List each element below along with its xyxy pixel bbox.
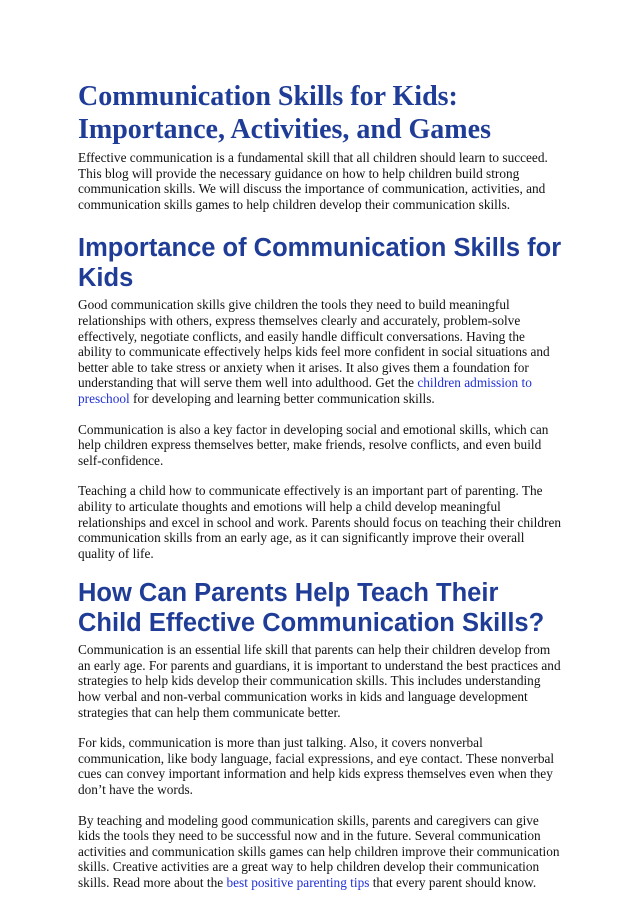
section-heading-importance: Importance of Communication Skills for Kids	[78, 234, 562, 293]
parents-paragraph-2: For kids, communication is more than just talking. Also, it covers nonverbal communication, like body language, facial expressions, and eye contact. These nonverbal cues can convey important information and help kids express themselves even when they don’t have the words.	[78, 735, 555, 798]
parenting-tips-link[interactable]: best positive parenting tips	[226, 875, 370, 890]
page-title: Communication Skills for Kids: Importance, Activities, and Games	[78, 81, 491, 145]
paragraph-text: Good communication skills give children the tools they need to build meaningful relationships with others, express themselves clearly and accurately, problem-solve effectively, negotiate conflicts, and easily handle difficult conversations. Having the ability to communicate effectively helps kids feel more confident in social situations and better able to take stress or anxiety when it arises. It also gives them a foundation for understanding that will serve them well into adulthood. Get the	[78, 297, 550, 391]
paragraph-text: that every parent should know.	[369, 875, 537, 890]
parents-paragraph-1: Communication is an essential life skill that parents can help their children develop from an early age. For parents and guardians, it is important to understand the best practices and strategies to help kids develop their communication skills. This includes understanding how verbal and non-verbal communication works in kids and language development strategies that can help them communicate better.	[78, 642, 561, 720]
paragraph-text: By teaching and modeling good communication skills, parents and caregivers can give kids the tools they need to be successful now and in the future. Several communication activities and communication skills games can help children improve their communication skills. Creative activities are a great way to help children develop their communication skills. Read more about the	[78, 812, 560, 890]
intro-paragraph: Effective communication is a fundamental skill that all children should learn to succeed. This blog will provide the necessary guidance on how to help children build strong communication skills. We will discuss the importance of communication, activities, and communication skills games to help children develop their communication skills.	[78, 150, 548, 212]
preschool-admission-link[interactable]: children admission to preschool	[78, 375, 532, 406]
parents-paragraph-3	[78, 813, 562, 891]
section-heading-parents-help: How Can Parents Help Teach Their Child Effective Communication Skills?	[78, 579, 545, 638]
importance-paragraph-3: Teaching a child how to communicate effectively is an important part of parenting. The ability to articulate thoughts and emotions will help a child develop meaningful relationships and excel in school and work. Parents should focus on teaching their children communication skills from an early age, as it can significantly improve their overall quality of life.	[78, 483, 561, 561]
article-body	[78, 80, 562, 891]
importance-paragraph-2: Communication is also a key factor in developing social and emotional skills, which can help children express themselves better, make friends, resolve conflicts, and even build self-confidence.	[78, 421, 549, 468]
importance-paragraph-1	[78, 297, 562, 406]
paragraph-text: for developing and learning better communication skills.	[129, 390, 435, 406]
